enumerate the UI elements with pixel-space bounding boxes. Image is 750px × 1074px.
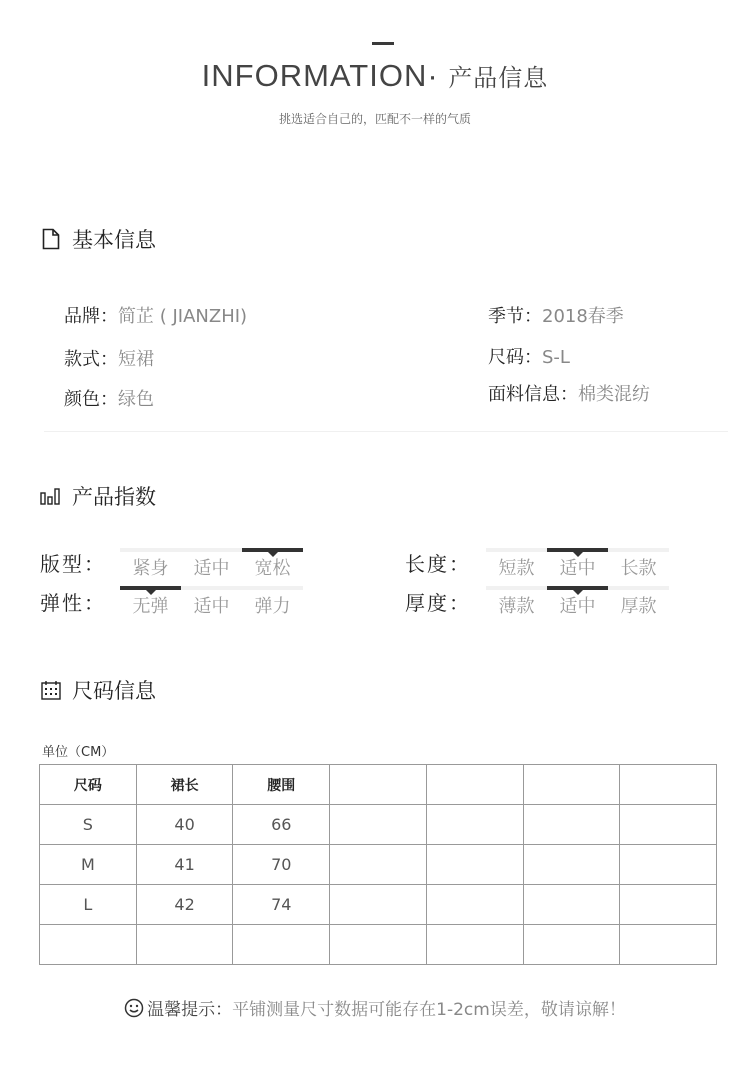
scale-bar (547, 586, 608, 590)
color-row (64, 385, 154, 411)
table-cell (523, 925, 620, 965)
elasticity-option (120, 586, 181, 616)
table-cell: 66 (233, 805, 330, 845)
elasticity-option-label: 无弹 (132, 596, 169, 617)
thickness-option-label: 厚款 (620, 596, 657, 617)
elasticity-scale (120, 586, 303, 616)
thickness-label: 厚度： (405, 591, 471, 615)
fit-option (120, 548, 181, 578)
header-accent-dash (372, 42, 394, 45)
table-cell: 41 (136, 845, 233, 885)
table-cell: M (40, 845, 137, 885)
fit-option (242, 548, 303, 578)
table-row (40, 805, 717, 845)
table-row (40, 885, 717, 925)
tip-text: 平铺测量尺寸数据可能存在1-2cm误差，敬请谅解！ (232, 1000, 626, 1020)
thickness-option (486, 586, 547, 616)
table-cell: 74 (233, 885, 330, 925)
table-cell (426, 925, 523, 965)
fit-option-label: 宽松 (254, 558, 291, 579)
scale-bar (242, 586, 303, 590)
table-cell: 42 (136, 885, 233, 925)
table-cell (620, 805, 717, 845)
color-label: 颜色： (64, 389, 118, 410)
season-value: 2018春季 (542, 306, 624, 327)
elasticity-label: 弹性： (40, 591, 106, 615)
style-label: 款式： (64, 349, 118, 370)
scale-bar (120, 586, 181, 590)
season-row (488, 302, 624, 328)
fit-scale (120, 548, 303, 578)
elasticity-option (242, 586, 303, 616)
table-cell (233, 925, 330, 965)
table-header-cell: 尺码 (40, 765, 137, 805)
size-info-heading (40, 675, 156, 705)
size-info-title: 尺码信息 (72, 679, 156, 703)
scale-bar (608, 586, 669, 590)
thickness-option (608, 586, 669, 616)
unit-label: 单位（CM） (42, 745, 115, 760)
table-cell (426, 885, 523, 925)
season-label: 季节： (488, 306, 542, 327)
table-header-cell: 裙长 (136, 765, 233, 805)
table-cell (426, 805, 523, 845)
brand-label: 品牌： (64, 306, 118, 327)
scale-bar (547, 548, 608, 552)
basic-info-heading (40, 224, 156, 254)
table-header-cell: 腰围 (233, 765, 330, 805)
page-title (0, 58, 750, 94)
product-index-heading (40, 481, 156, 511)
table-header-cell (620, 765, 717, 805)
table-cell (330, 805, 427, 845)
product-index-title: 产品指数 (72, 485, 156, 509)
fit-option (181, 548, 242, 578)
page-subtitle: 挑选适合自己的，匹配不一样的气质 (278, 112, 471, 126)
table-row (40, 925, 717, 965)
length-scale (486, 548, 669, 578)
table-cell: 40 (136, 805, 233, 845)
table-cell (426, 845, 523, 885)
length-option (547, 548, 608, 578)
thickness-option-label: 薄款 (498, 596, 535, 617)
basic-info-title: 基本信息 (72, 228, 156, 252)
fit-option-label: 紧身 (132, 558, 169, 579)
brand-value: 简芷 ( JIANZHI) (118, 306, 248, 327)
table-cell (523, 805, 620, 845)
document-icon (40, 228, 62, 250)
size-label: 尺码： (488, 347, 542, 368)
scale-bar (181, 548, 242, 552)
table-cell (136, 925, 233, 965)
fit-option-label: 适中 (193, 558, 230, 579)
elasticity-option-label: 弹力 (254, 596, 291, 617)
scale-bar (608, 548, 669, 552)
table-header-cell (523, 765, 620, 805)
table-header-row (40, 765, 717, 805)
length-option-label: 适中 (559, 558, 596, 579)
size-value: S-L (542, 347, 570, 368)
length-option (608, 548, 669, 578)
thickness-option (547, 586, 608, 616)
scale-bar (486, 586, 547, 590)
length-label: 长度： (405, 552, 471, 576)
calendar-grid-icon (40, 679, 62, 701)
title-cn: 产品信息 (448, 64, 549, 92)
tip-label: 温馨提示： (147, 1000, 233, 1020)
brand-row (64, 302, 247, 328)
table-cell (523, 845, 620, 885)
title-separator: · (427, 58, 439, 93)
table-cell (330, 885, 427, 925)
fit-label: 版型： (40, 552, 106, 576)
scale-bar (181, 586, 242, 590)
title-en: INFORMATION (201, 58, 428, 93)
length-option-label: 长款 (620, 558, 657, 579)
table-cell (40, 925, 137, 965)
fabric-row (488, 380, 650, 406)
scale-bar (120, 548, 181, 552)
smiley-icon (124, 998, 144, 1018)
size-row (488, 343, 570, 369)
table-header-cell (426, 765, 523, 805)
thickness-scale (486, 586, 669, 616)
table-header-cell (330, 765, 427, 805)
table-cell (523, 885, 620, 925)
length-option (486, 548, 547, 578)
table-cell (330, 925, 427, 965)
fabric-label: 面料信息： (488, 384, 578, 405)
bar-chart-icon (40, 485, 62, 507)
table-cell (330, 845, 427, 885)
table-cell: S (40, 805, 137, 845)
style-row (64, 345, 154, 371)
size-table (39, 764, 717, 965)
scale-bar (242, 548, 303, 552)
fabric-value: 棉类混纺 (578, 384, 650, 405)
table-row (40, 845, 717, 885)
table-cell (620, 885, 717, 925)
table-cell: 70 (233, 845, 330, 885)
scale-bar (486, 548, 547, 552)
thickness-option-label: 适中 (559, 596, 596, 617)
elasticity-option-label: 适中 (193, 596, 230, 617)
elasticity-option (181, 586, 242, 616)
length-option-label: 短款 (498, 558, 535, 579)
table-cell: L (40, 885, 137, 925)
measurement-tip (0, 995, 750, 1020)
divider (44, 431, 728, 432)
style-value: 短裙 (118, 349, 154, 370)
table-cell (620, 845, 717, 885)
table-cell (620, 925, 717, 965)
color-value: 绿色 (118, 389, 154, 410)
